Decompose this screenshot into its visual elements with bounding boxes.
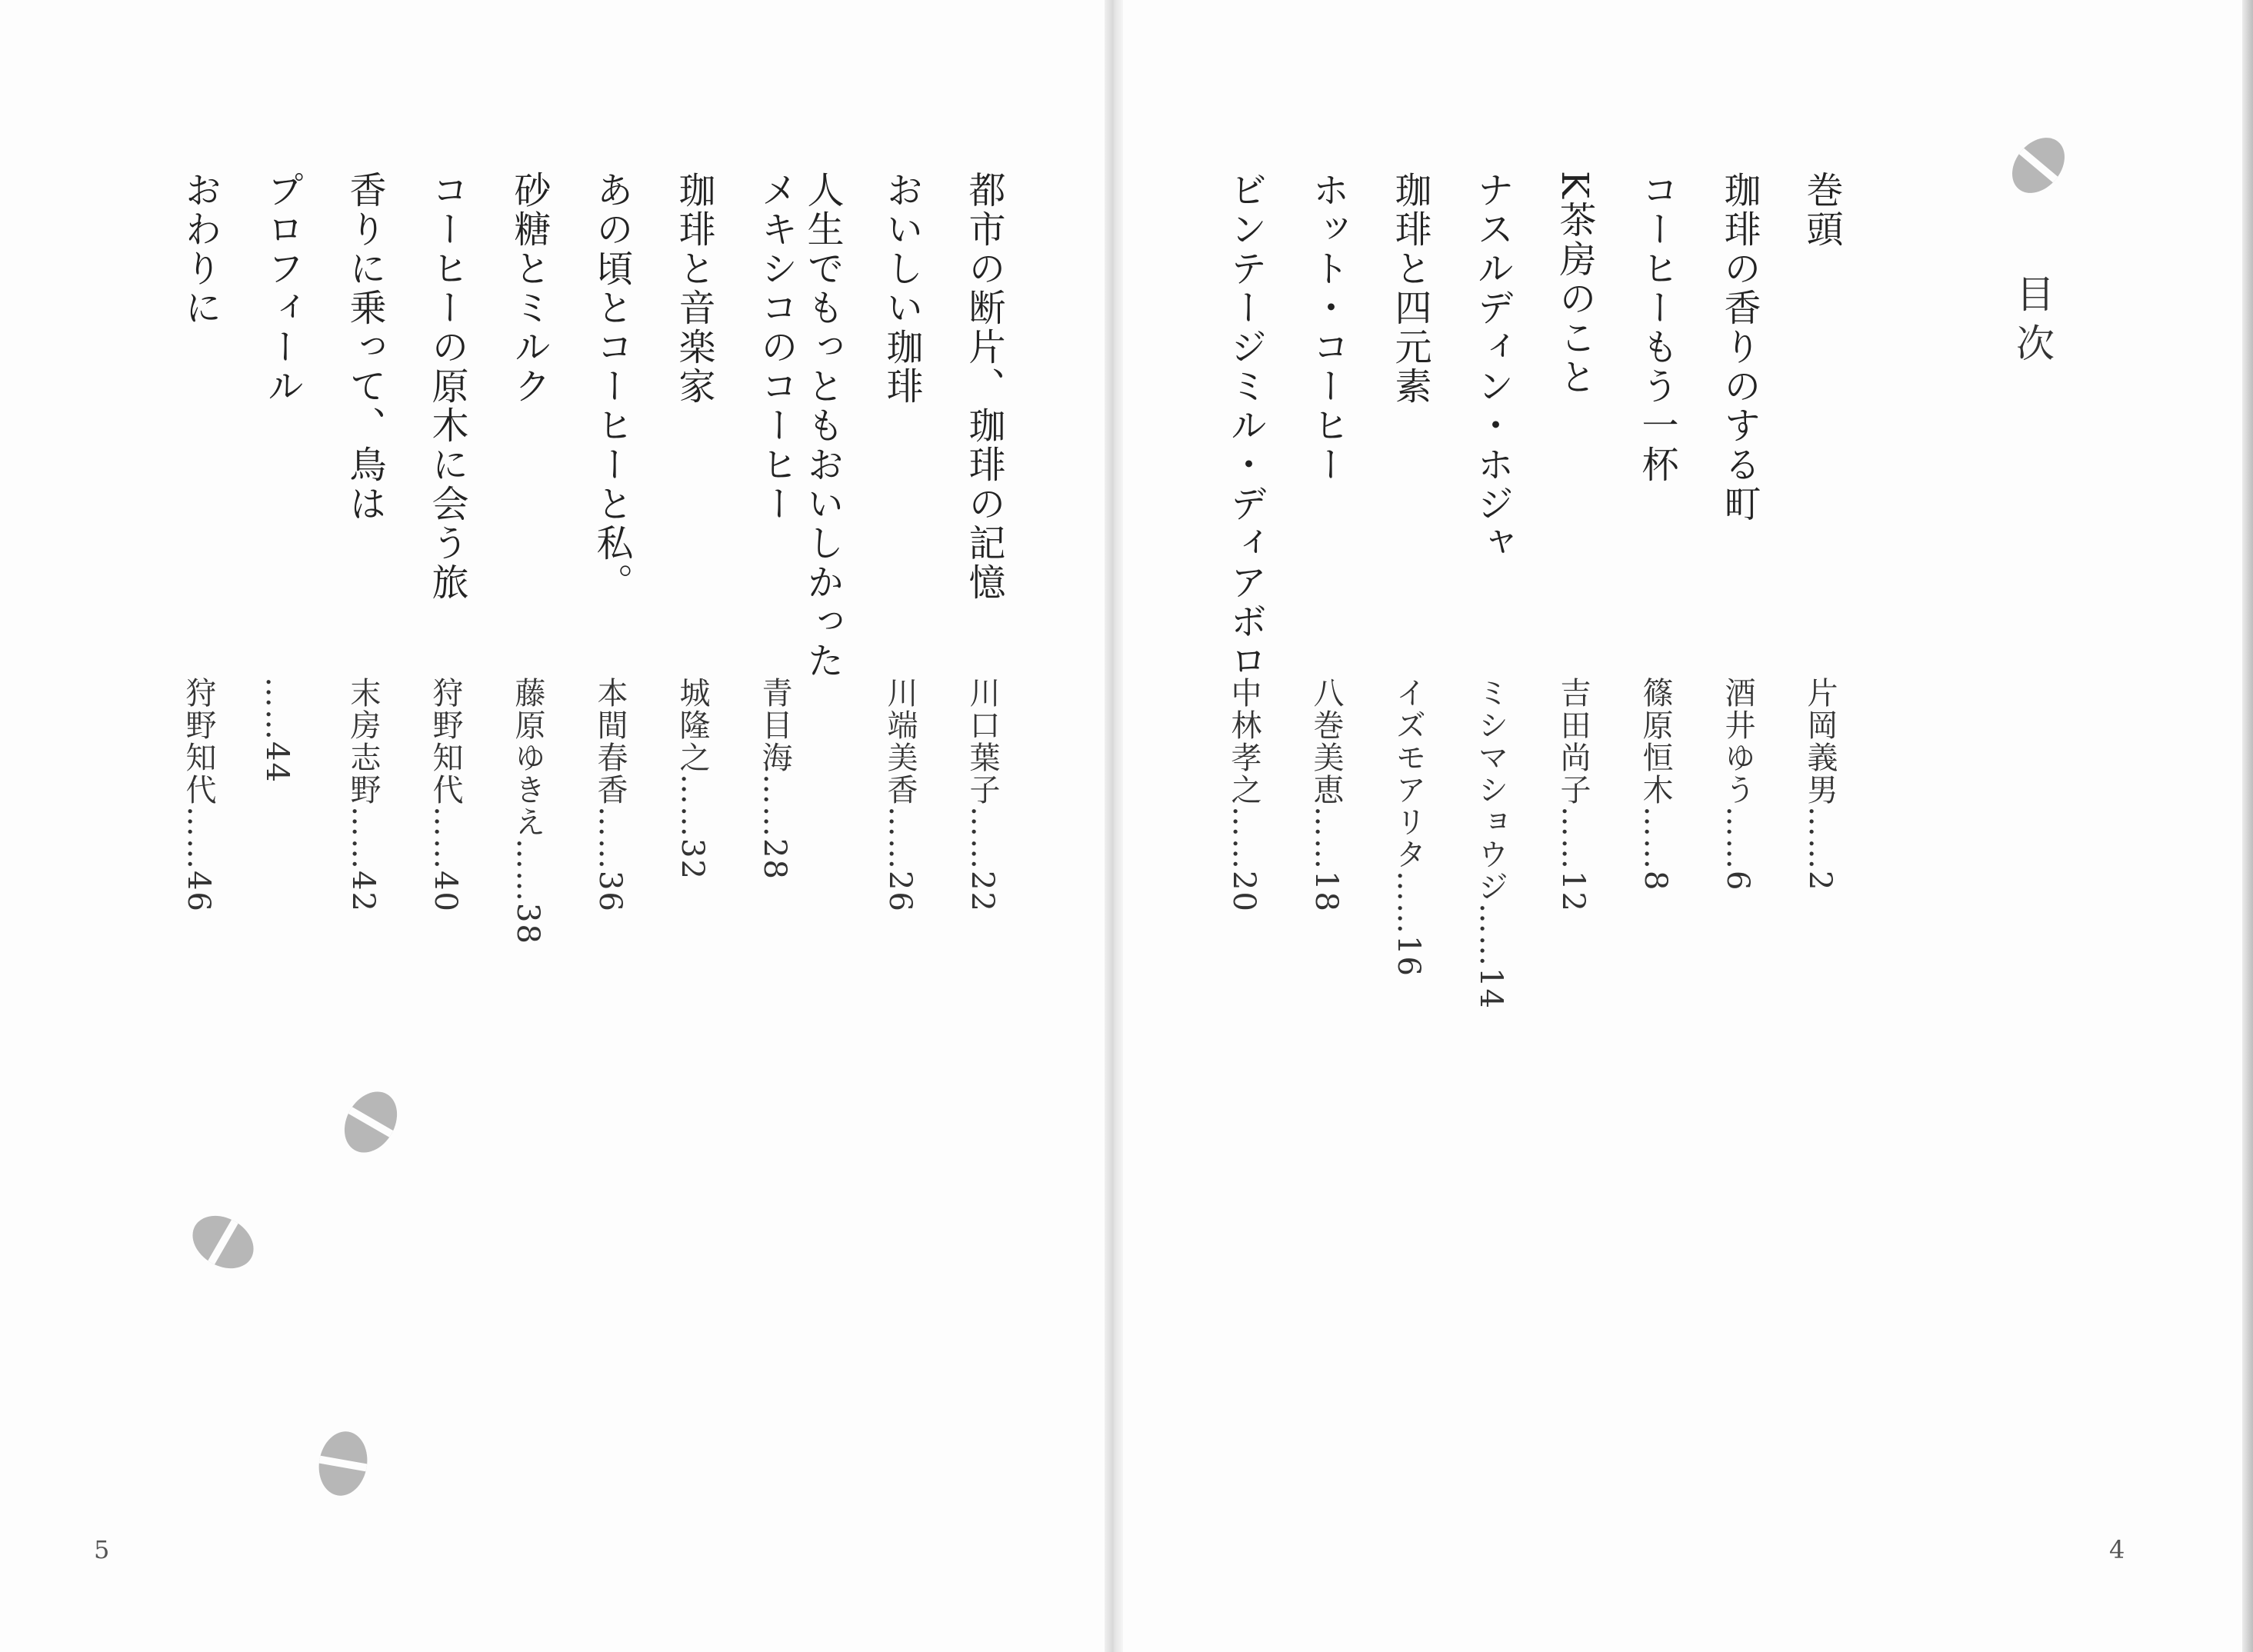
toc-author-15: 狩野知代……40	[428, 677, 463, 913]
toc-title-3[interactable]: コーヒーもう一杯	[1635, 171, 1678, 485]
toc-title-16[interactable]: 香りに乗って、鳥は	[343, 171, 386, 524]
toc-title-12[interactable]: 珈琲と音楽家	[672, 171, 715, 406]
toc-author-7: 八巻美恵……18	[1308, 677, 1344, 913]
toc-title-5[interactable]: ナスルディン・ホジャ	[1471, 171, 1514, 563]
toc-author-1: 片岡義男……2	[1802, 677, 1838, 892]
toc-title-6[interactable]: 珈琲と四元素	[1388, 171, 1431, 406]
toc-author-6: イズモアリタ……16	[1391, 677, 1426, 978]
toc-title-2[interactable]: 珈琲の香りのする町	[1718, 171, 1761, 524]
toc-title-1[interactable]: 巻頭	[1800, 171, 1843, 249]
toc-title-14[interactable]: 砂糖とミルク	[508, 171, 551, 406]
toc-title-10[interactable]: おいしい珈琲	[880, 171, 923, 406]
page-number-right: 4	[2109, 1535, 2125, 1564]
toc-title-11b[interactable]: メキシコのコーヒー	[755, 171, 798, 524]
toc-title-13[interactable]: あの頃とコーヒーと私。	[590, 171, 633, 602]
toc-title-11a[interactable]: 人生でもっともおいしかった	[801, 171, 844, 681]
toc-author-12: 城隆之……32	[675, 677, 710, 881]
toc-author-11: 青目海……28	[757, 677, 792, 881]
toc-author-4: 吉田尚子……12	[1555, 677, 1591, 913]
toc-author-3: 篠原恒木……8	[1638, 677, 1673, 892]
toc-title-7[interactable]: ホット・コーヒー	[1306, 171, 1349, 485]
left-page	[0, 0, 1114, 1652]
toc-author-5: ミシマショウジ……14	[1473, 677, 1508, 1010]
toc-author-10: 川端美香……26	[882, 677, 918, 913]
toc-author-17: ……44	[259, 677, 295, 784]
toc-title-17[interactable]: プロフィール	[261, 171, 304, 406]
toc-title-9[interactable]: 都市の断片、珈琲の記憶	[962, 171, 1005, 602]
page-number-left: 5	[94, 1535, 110, 1564]
toc-author-9: 川口葉子……22	[965, 677, 1000, 913]
toc-title-8[interactable]: ビンテージミル・ディアボロ	[1224, 171, 1267, 681]
toc-author-2: 酒井ゆう……6	[1720, 677, 1755, 892]
toc-heading: 目次	[2010, 274, 2055, 372]
toc-author-18: 狩野知代……46	[181, 677, 216, 913]
toc-title-18[interactable]: おわりに	[178, 171, 222, 328]
toc-title-15[interactable]: コーヒーの原木に会う旅	[425, 171, 468, 602]
toc-author-14: 藤原ゆきえ……38	[510, 677, 545, 945]
page-edge	[2242, 0, 2253, 1652]
book-gutter	[1105, 0, 1123, 1652]
toc-author-8: 中林孝之……20	[1226, 677, 1261, 913]
toc-author-16: 末房志野……42	[345, 677, 381, 913]
toc-title-4[interactable]: K茶房のこと	[1553, 171, 1596, 397]
toc-author-13: 本間春香……36	[592, 677, 628, 913]
